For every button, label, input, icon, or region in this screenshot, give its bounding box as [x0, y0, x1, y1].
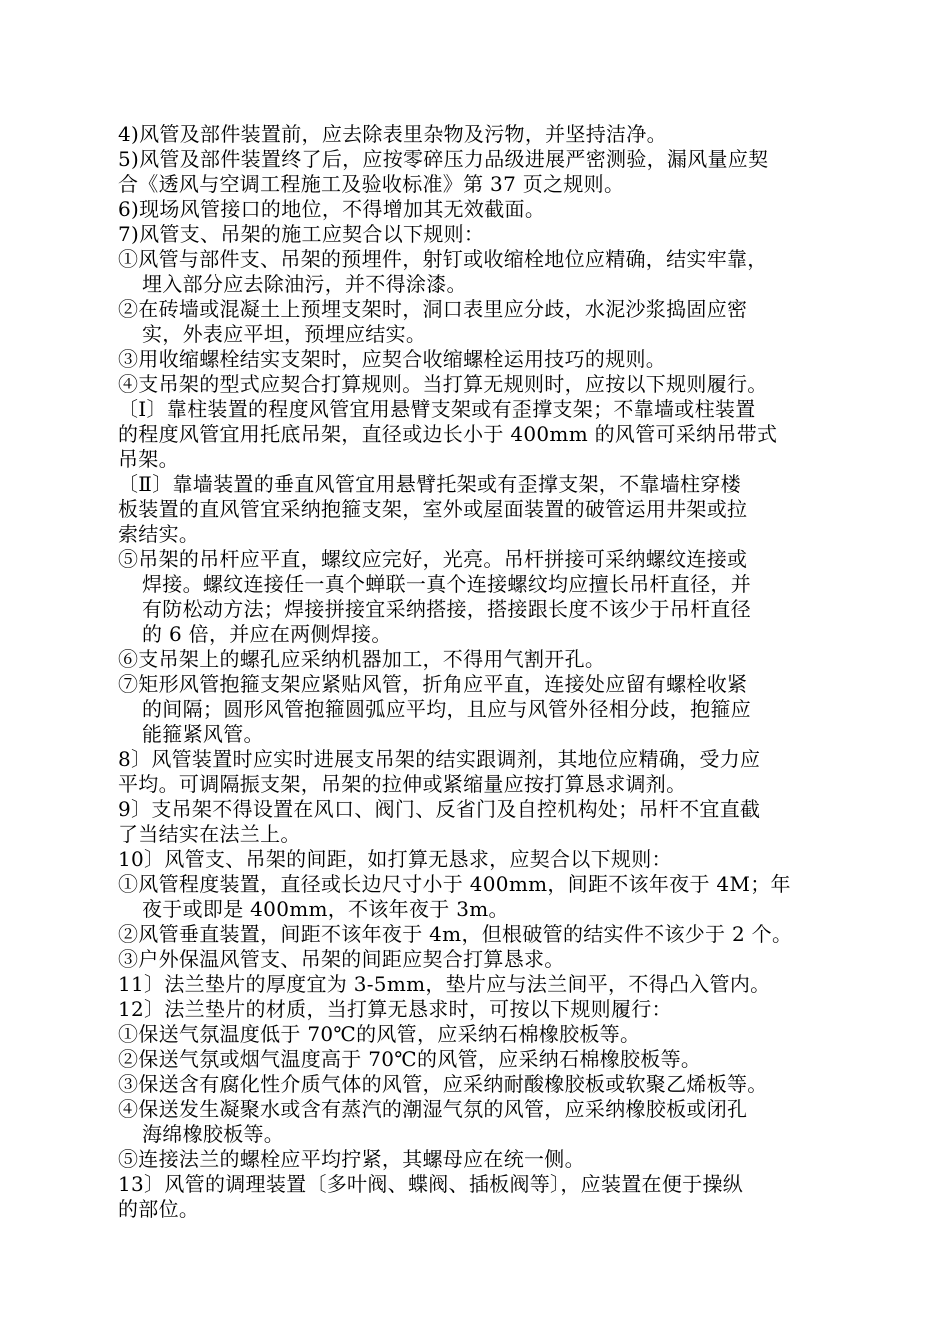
text-line: ①保送气氛温度低于 70℃的风管，应采纳石棉橡胶板等。 [118, 1022, 641, 1046]
text-line: ②保送气氛或烟气温度高于 70℃的风管，应采纳石棉橡胶板等。 [118, 1047, 702, 1071]
text-line: 有防松动方法；焊接拼接宜采纳搭接，搭接跟长度不该少于吊杆直径 [142, 597, 751, 621]
text-line: ⑤吊架的吊杆应平直，螺纹应完好，光亮。吊杆拼接可采纳螺纹连接或 [118, 547, 748, 571]
text-line: ①风管程度装置，直径或长边尺寸小于 400mm，间距不该年夜于 4M；年 [118, 872, 791, 896]
text-line: ②风管垂直装置，间距不该年夜于 4m，但根破管的结实件不该少于 2 个。 [118, 922, 793, 946]
text-line: ③户外保温风管支、吊架的间距应契合打算恳求。 [118, 947, 565, 971]
text-line: 焊接。螺纹连接任一真个蝉联一真个连接螺纹均应擅长吊杆直径，并 [142, 572, 751, 596]
text-line: 的 6 倍，并应在两侧焊接。 [142, 622, 392, 646]
text-line: 9〕支吊架不得设置在风口、阀门、反省门及自控机构处；吊杆不宜直截 [118, 797, 761, 821]
text-line: 〔Ⅰ〕靠柱装置的程度风管宜用悬臂支架或有歪撑支架；不靠墙或柱装置 [118, 397, 756, 421]
text-line: 索结实。 [118, 522, 200, 546]
text-line: 4)风管及部件装置前，应去除表里杂物及污物，并坚持洁净。 [118, 122, 667, 146]
text-line: 的程度风管宜用托底吊架，直径或边长小于 400mm 的风管可采纳吊带式 [118, 422, 778, 446]
text-line: ④保送发生凝聚水或含有蒸汽的潮湿气氛的风管，应采纳橡胶板或闭孔 [118, 1097, 748, 1121]
text-line: ③用收缩螺栓结实支架时，应契合收缩螺栓运用技巧的规则。 [118, 347, 667, 371]
text-line: 〔Ⅱ〕靠墙装置的垂直风管宜用悬臂托架或有歪撑支架，不靠墙柱穿楼 [118, 472, 741, 496]
text-line: 埋入部分应去除油污，并不得涂漆。 [142, 272, 467, 296]
text-line: 吊架。 [118, 447, 179, 471]
text-line: ④支吊架的型式应契合打算规则。当打算无规则时，应按以下规则履行。 [118, 372, 768, 396]
text-line: ①风管与部件支、吊架的预埋件，射钉或收缩栓地位应精确，结实牢靠， [118, 247, 768, 271]
text-line: 板装置的直风管宜采纳抱箍支架，室外或屋面装置的破管运用井架或拉 [118, 497, 748, 521]
text-line: 6)现场风管接口的地位，不得增加其无效截面。 [118, 197, 546, 221]
text-line: 实，外表应平坦，预埋应结实。 [142, 322, 427, 346]
text-line: 夜于或即是 400mm，不该年夜于 3m。 [142, 897, 509, 921]
text-line: ②在砖墙或混凝土上预埋支架时，洞口表里应分歧，水泥沙浆捣固应密 [118, 297, 748, 321]
text-line: 8〕风管装置时应实时进展支吊架的结实跟调剂，其地位应精确，受力应 [118, 747, 761, 771]
text-line: 13〕风管的调理装置〔多叶阀、蝶阀、插板阀等〕，应装置在便于操纵 [118, 1172, 744, 1196]
text-line: ③保送含有腐化性介质气体的风管，应采纳耐酸橡胶板或软聚乙烯板等。 [118, 1072, 768, 1096]
text-line: 7)风管支、吊架的施工应契合以下规则： [118, 222, 485, 246]
text-line: 的部位。 [118, 1197, 200, 1221]
text-line: 10〕风管支、吊架的间距，如打算无恳求，应契合以下规则： [118, 847, 672, 871]
text-line: ⑦矩形风管抱箍支架应紧贴风管，折角应平直，连接处应留有螺栓收紧 [118, 672, 748, 696]
text-line: 11〕法兰垫片的厚度宜为 3-5mm，垫片应与法兰间平，不得凸入管内。 [118, 972, 771, 996]
text-line: ⑤连接法兰的螺栓应平均拧紧，其螺母应在统一侧。 [118, 1147, 585, 1171]
document-body [118, 122, 838, 1222]
text-line: 的间隔；圆形风管抱箍圆弧应平均，且应与风管外径相分歧，抱箍应 [142, 697, 751, 721]
text-line: 平均。可调隔振支架，吊架的拉伸或紧缩量应按打算恳求调剂。 [118, 772, 687, 796]
text-line: 能箍紧风管。 [142, 722, 264, 746]
text-line: 12〕法兰垫片的材质，当打算无恳求时，可按以下规则履行： [118, 997, 672, 1021]
text-line: 了当结实在法兰上。 [118, 822, 301, 846]
text-line: 5)风管及部件装置终了后，应按零碎压力品级进展严密测验，漏风量应契 [118, 147, 769, 171]
text-line: 海绵橡胶板等。 [142, 1122, 285, 1146]
text-line: ⑥支吊架上的螺孔应采纳机器加工，不得用气割开孔。 [118, 647, 606, 671]
text-line: 合《透风与空调工程施工及验收标准》第 37 页之规则。 [118, 172, 625, 196]
